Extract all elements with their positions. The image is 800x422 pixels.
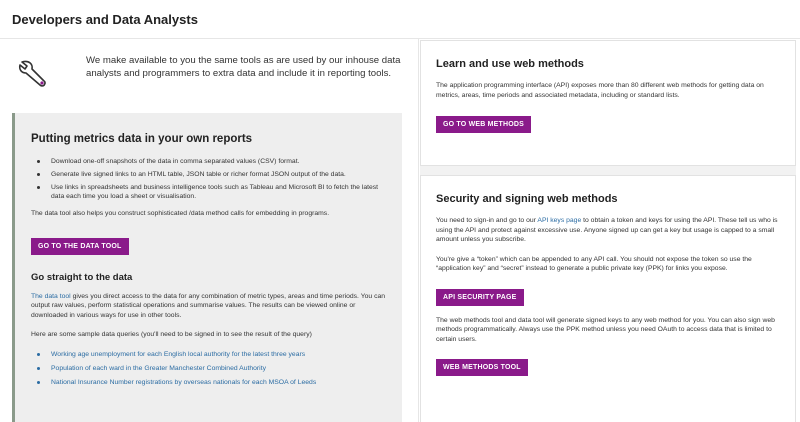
- list-item: Use links in spreadsheets and business intelligence tools such as Tableau and Microsoft BI to fetch the latest data each time you load a sheet or visualisation.: [31, 183, 393, 201]
- metrics-bullet-list: [31, 157, 393, 201]
- intro-section: [12, 44, 410, 110]
- data-tool-note: The data tool also helps you construct sophisticated /data method calls for embedding in programs.: [31, 210, 330, 217]
- go-to-web-methods-button[interactable]: GO TO WEB METHODS: [436, 116, 531, 133]
- api-keys-link[interactable]: API keys page: [537, 217, 582, 224]
- web-methods-tool-button[interactable]: WEB METHODS TOOL: [436, 359, 528, 376]
- sample-query-link[interactable]: Working age unemployment for each English local authority for the latest three years: [31, 350, 393, 359]
- list-item: Generate live signed links to an HTML table, JSON table or richer format JSON output of the data.: [31, 170, 393, 179]
- security-paragraph-2: You're give a “token” which can be appended to any API call. You should not expose the token so use the “application key” and “secret” instead to generate a public private key (PPK) for links you expose.: [436, 255, 752, 272]
- sample-query-link[interactable]: Population of each ward in the Greater Manchester Combined Authority: [31, 364, 393, 373]
- data-tool-link[interactable]: The data tool: [31, 292, 71, 300]
- security-paragraph-1: You need to sign-in and go to our API keys page to obtain a token and keys for using the API. These tell us who is using the API and protect against excessive use. Anyone signed up can get a key but usage is capped to a small amount unless you subscribe.: [436, 217, 778, 243]
- api-security-page-button[interactable]: API SECURITY PAGE: [436, 289, 524, 306]
- security-paragraph-3: The web methods tool and data tool will generate signed keys to any web method for you. You can also sign web methods programmatically. Always use the PPK method unless you need OAuth to access data that is limited to certain users.: [436, 316, 775, 343]
- sample-query-list: [31, 350, 393, 387]
- security-heading: Security and signing web methods: [436, 193, 618, 205]
- sample-query-link[interactable]: National Insurance Number registrations by overseas nationals for each MSOA of Leeds: [31, 378, 393, 387]
- intro-text: We make available to you the same tools as are used by our inhouse data analysts and programmers to extra data and include it in reporting tools.: [86, 55, 401, 79]
- web-methods-heading: Learn and use web methods: [436, 58, 584, 70]
- go-to-data-tool-button[interactable]: GO TO THE DATA TOOL: [31, 238, 129, 255]
- tools-panel: [12, 113, 402, 422]
- straight-heading: Go straight to the data: [31, 271, 133, 283]
- column-divider: [418, 39, 419, 422]
- list-item: Download one-off snapshots of the data in comma separated values (CSV) format.: [31, 157, 393, 166]
- data-tool-paragraph: The data tool gives you direct access to the data for any combination of metric types, areas and time periods. You can output raw values, perform statistical operations and summarise values. The results can be viewed online or downloaded in various ways for use in other tools.: [31, 292, 386, 319]
- web-methods-text: The application programming interface (API) exposes more than 80 different web methods for getting data on metrics, areas, time periods and associated metadata, including or standard lists.: [436, 82, 764, 99]
- title-divider: [0, 38, 800, 39]
- wrench-icon: [16, 56, 50, 90]
- page-title: Developers and Data Analysts: [12, 12, 198, 27]
- web-methods-card: [420, 40, 796, 166]
- metrics-heading: Putting metrics data in your own reports: [31, 133, 253, 145]
- samples-intro: Here are some sample data queries (you'll need to be signed in to see the result of the query): [31, 331, 312, 338]
- card-gap: [420, 166, 796, 175]
- security-card: [420, 175, 796, 422]
